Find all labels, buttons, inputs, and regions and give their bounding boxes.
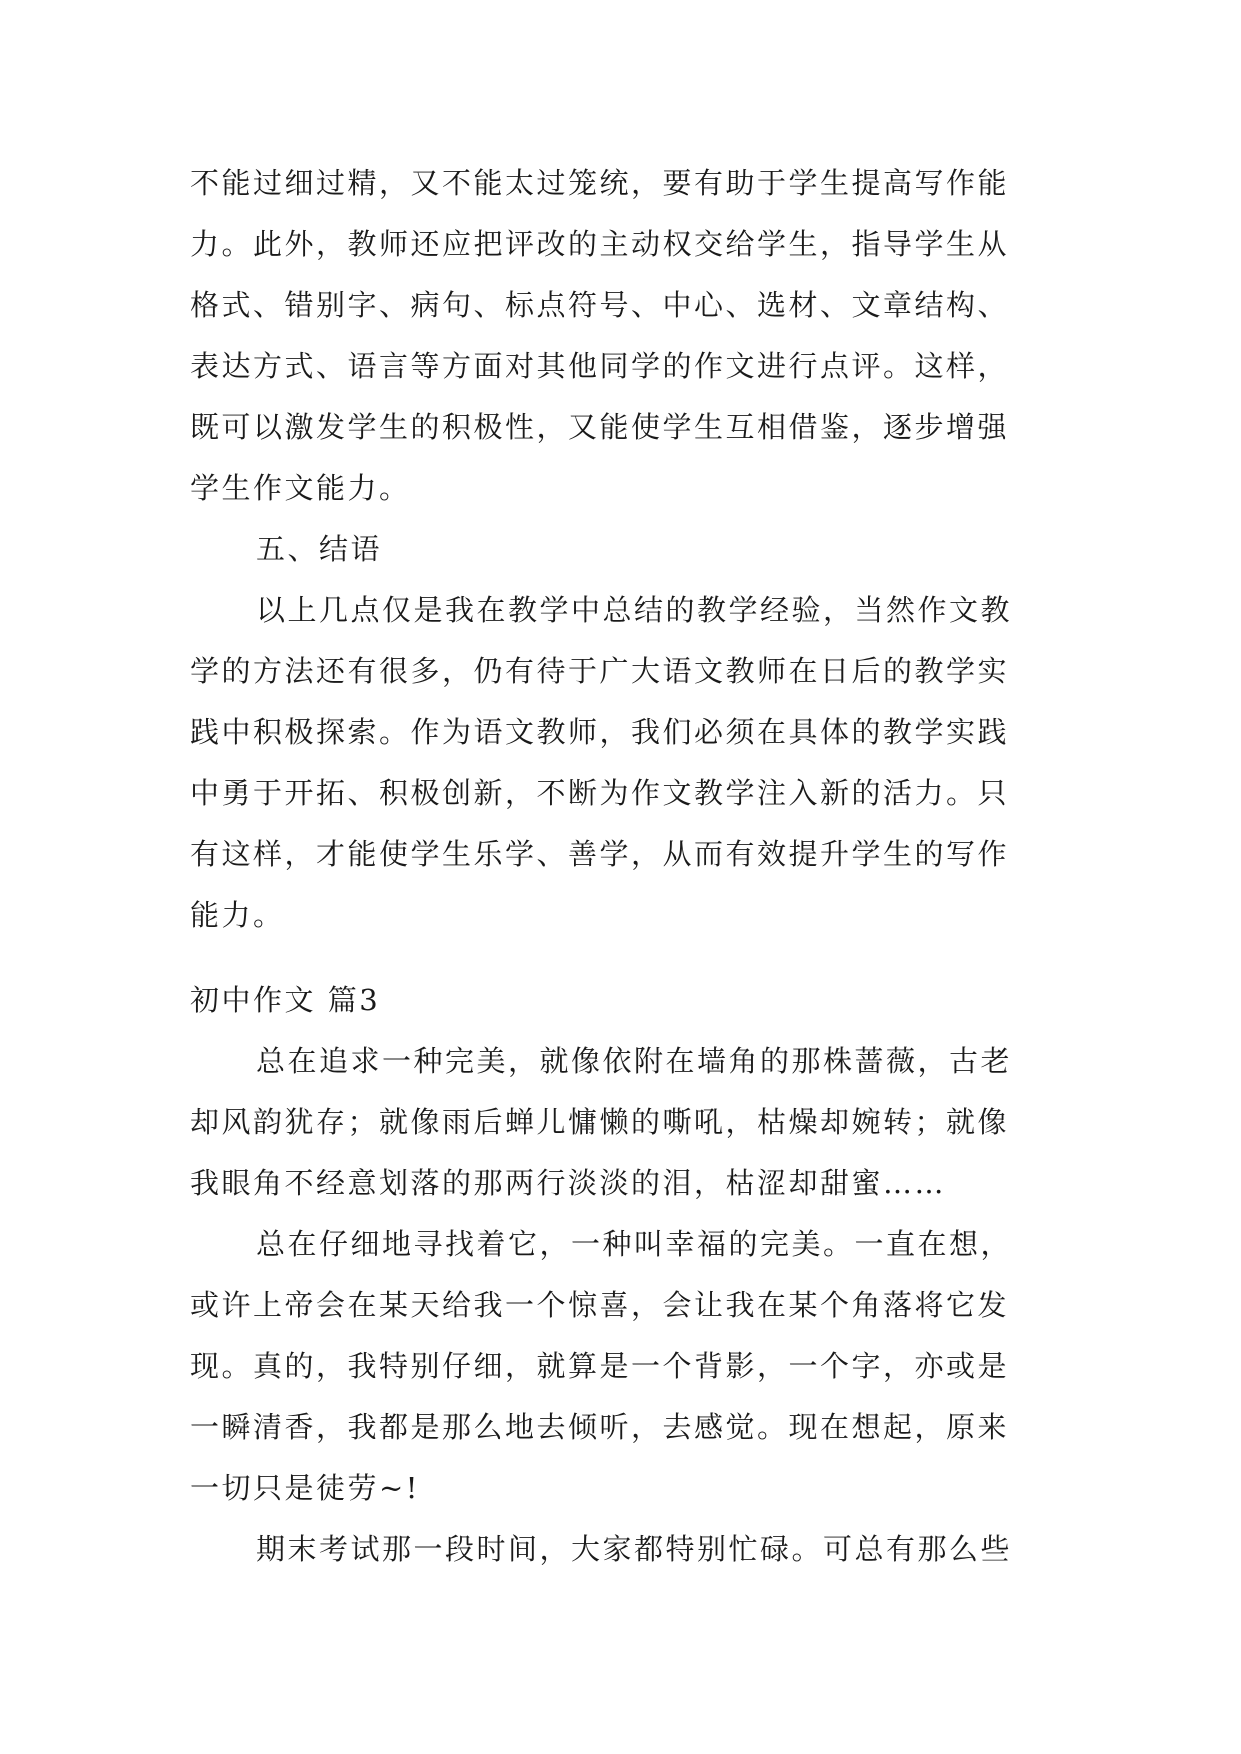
paragraph-line: 力。此外，教师还应把评改的主动权交给学生，指导学生从 [190, 227, 1010, 261]
section-heading: 五、结语 [256, 532, 383, 566]
text-block-lower [190, 970, 1070, 1580]
paragraph-line: 格式、错别字、病句、标点符号、中心、选材、文章结构、 [190, 288, 1010, 322]
paragraph-line: 能力。 [190, 898, 285, 932]
paragraph-line: 期末考试那一段时间，大家都特别忙碌。可总有那么些 [256, 1532, 1013, 1566]
paragraph-line: 我眼角不经意划落的那两行淡淡的泪，枯涩却甜蜜…… [190, 1166, 947, 1200]
paragraph-line: 不能过细过精，又不能太过笼统，要有助于学生提高写作能 [190, 166, 1010, 200]
paragraph-line: 学生作文能力。 [190, 471, 411, 505]
paragraph-line: 现。真的，我特别仔细，就算是一个背影，一个字，亦或是 [190, 1349, 1010, 1383]
paragraph-line: 表达方式、语言等方面对其他同学的作文进行点评。这样， [190, 349, 1010, 383]
paragraph-line: 践中积极探索。作为语文教师，我们必须在具体的教学实践 [190, 715, 1010, 749]
paragraph-line: 有这样，才能使学生乐学、善学，从而有效提升学生的写作 [190, 837, 1010, 871]
paragraph-line: 或许上帝会在某天给我一个惊喜，会让我在某个角落将它发 [190, 1288, 1010, 1322]
paragraph-line: 一切只是徒劳~! [190, 1471, 420, 1505]
paragraph-line: 一瞬清香，我都是那么地去倾听，去感觉。现在想起，原来 [190, 1410, 1010, 1444]
article-title: 初中作文 篇3 [190, 983, 381, 1017]
paragraph-line: 以上几点仅是我在教学中总结的教学经验，当然作文教 [256, 593, 1013, 627]
paragraph-line: 总在仔细地寻找着它，一种叫幸福的完美。一直在想， [256, 1227, 1013, 1261]
paragraph-line: 却风韵犹存；就像雨后蝉儿慵懒的嘶吼，枯燥却婉转；就像 [190, 1105, 1010, 1139]
paragraph-line: 总在追求一种完美，就像依附在墙角的那株蔷薇，古老 [256, 1044, 1013, 1078]
paragraph-line: 既可以激发学生的积极性，又能使学生互相借鉴，逐步增强 [190, 410, 1010, 444]
paragraph-line: 学的方法还有很多，仍有待于广大语文教师在日后的教学实 [190, 654, 1010, 688]
text-block-upper [190, 153, 1070, 946]
paragraph-line: 中勇于开拓、积极创新，不断为作文教学注入新的活力。只 [190, 776, 1010, 810]
